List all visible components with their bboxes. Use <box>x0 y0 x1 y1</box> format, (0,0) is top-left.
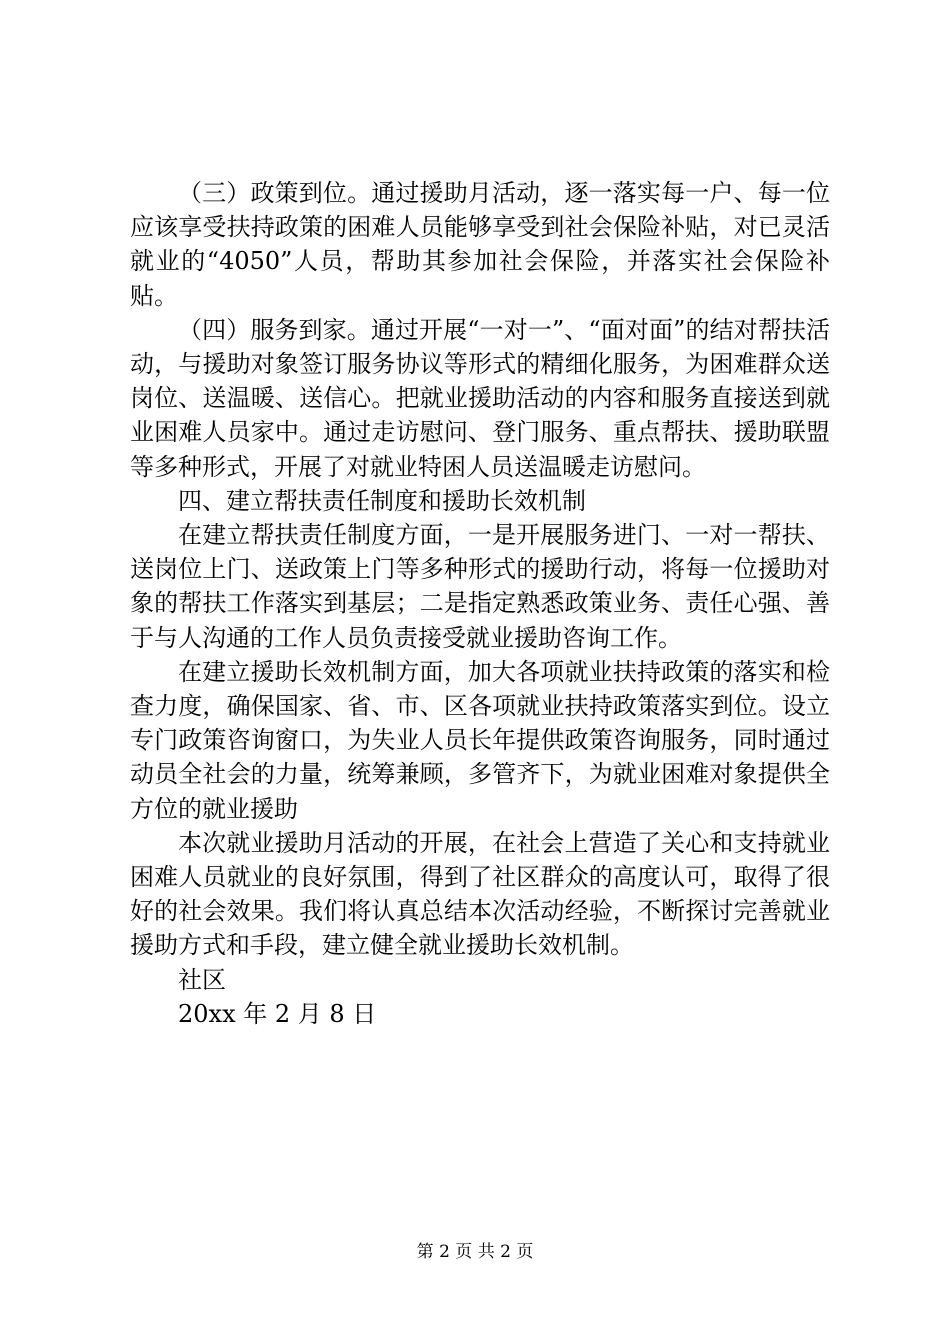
paragraph-conclusion: 本次就业援助月活动的开展，在社会上营造了关心和支持就业困难人员就业的良好氛围，得到了社区群众的高度认可，取得了很好的社会效果。我们将认真总结本次活动经验，不断探讨完善就业援助方式和手段，建立健全就业援助长效机制。 <box>130 828 830 960</box>
paragraph-policy-in-place: （三）政策到位。通过援助月活动，逐一落实每一户、每一位应该享受扶持政策的困难人员能够享受到社会保险补贴，对已灵活就业的“4050”人员，帮助其参加社会保险，并落实社会保险补贴。 <box>130 179 830 310</box>
page-footer: 第 2 页 共 2 页 <box>416 1242 534 1262</box>
paragraph-responsibility-system: 在建立帮扶责任制度方面，一是开展服务进门、一对一帮扶、送岗位上门、送政策上门等多种形式的援助行动，将每一位援助对象的帮扶工作落实到基层；二是指定熟悉政策业务、责任心强、善于与人沟通的工作人员负责接受就业援助咨询工作。 <box>130 521 830 652</box>
document-date: 20xx 年 2 月 8 日 <box>178 999 377 1028</box>
section-heading: 四、建立帮扶责任制度和援助长效机制 <box>178 486 586 515</box>
paragraph-service-to-home: （四）服务到家。通过开展“一对一”、“面对面”的结对帮扶活动，与援助对象签订服务协议等形式的精细化服务，为困难群众送岗位、送温暖、送信心。把就业援助活动的内容和服务直接送到就业困难人员家中。通过走访慰问、登门服务、重点帮扶、援助联盟等多种形式，开展了对就业特困人员送温暖走访慰问。 <box>130 315 830 481</box>
signature: 社区 <box>178 965 226 994</box>
paragraph-long-term-mechanism: 在建立援助长效机制方面，加大各项就业扶持政策的落实和检查力度，确保国家、省、市、区各项就业扶持政策落实到位。设立专门政策咨询窗口，为失业人员长年提供政策咨询服务，同时通过动员全社会的力量，统筹兼顾，多管齐下，为就业困难对象提供全方位的就业援助 <box>130 657 830 823</box>
document-body <box>130 176 830 1031</box>
